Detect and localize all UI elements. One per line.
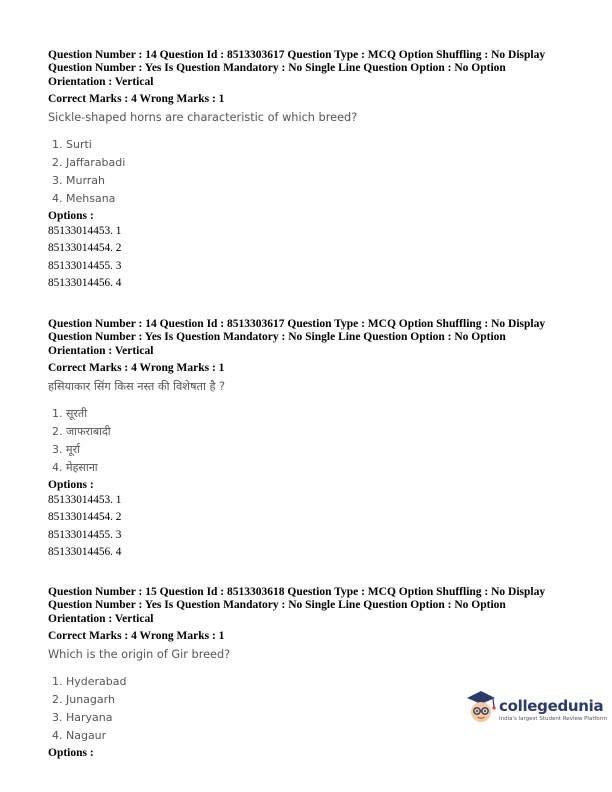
option-id-list bbox=[48, 223, 578, 293]
question-block-1 bbox=[48, 49, 578, 293]
option-id: 85133014456. 4 bbox=[48, 546, 122, 559]
choice-item: 3. मूर्रा bbox=[52, 442, 80, 456]
header-line: Orientation : Vertical bbox=[48, 612, 154, 625]
options-label: Options : bbox=[48, 478, 94, 491]
marks-line: Correct Marks : 4 Wrong Marks : 1 bbox=[48, 362, 225, 375]
header-line: Question Number : 14 Question Id : 8513303617 Question Type : MCQ Option Shuffling : No Display bbox=[48, 49, 546, 61]
marks-line: Correct Marks : 4 Wrong Marks : 1 bbox=[48, 93, 225, 106]
choice-item: 2. Jaffarabadi bbox=[52, 155, 126, 169]
header-line: Question Number : Yes Is Question Mandatory : No Single Line Question Option : No Option bbox=[48, 62, 506, 75]
option-id-list bbox=[48, 492, 578, 562]
graduate-mascot-icon bbox=[463, 688, 499, 728]
choice-item: 4. Nagaur bbox=[52, 728, 107, 742]
choice-item: 1. Surti bbox=[52, 137, 92, 151]
option-id: 85133014453. 1 bbox=[48, 224, 122, 237]
options-label: Options : bbox=[48, 746, 94, 759]
choice-item: 1. सूरती bbox=[52, 406, 88, 420]
choice-item: 2. Junagarh bbox=[52, 692, 115, 706]
option-id: 85133014453. 1 bbox=[48, 493, 122, 506]
collegedunia-logo bbox=[463, 688, 608, 734]
choice-item: 4. मेहसाना bbox=[52, 460, 98, 474]
question-text: हसियाकार सिंग किस नस्त की विशेषता है ? bbox=[48, 379, 226, 393]
choice-item: 1. Hyderabad bbox=[52, 674, 127, 688]
question-text: Which is the origin of Gir breed? bbox=[48, 647, 231, 661]
options-label: Options : bbox=[48, 209, 94, 222]
option-id: 85133014456. 4 bbox=[48, 277, 122, 290]
header-line: Question Number : Yes Is Question Mandatory : No Single Line Question Option : No Option bbox=[48, 331, 506, 344]
choice-list bbox=[52, 405, 578, 477]
option-id: 85133014454. 2 bbox=[48, 511, 122, 524]
question-block-2 bbox=[48, 318, 578, 562]
brand-tagline: India's largest Student Review Platform bbox=[499, 716, 608, 722]
header-line: Question Number : Yes Is Question Mandatory : No Single Line Question Option : No Option bbox=[48, 599, 506, 612]
question-header bbox=[48, 586, 578, 626]
choice-item: 3. Murrah bbox=[52, 173, 106, 187]
choice-item: 4. Mehsana bbox=[52, 191, 116, 205]
header-line: Question Number : 15 Question Id : 8513303618 Question Type : MCQ Option Shuffling : No Display bbox=[48, 586, 546, 598]
question-text: Sickle-shaped horns are characteristic of which breed? bbox=[48, 110, 358, 124]
marks-line: Correct Marks : 4 Wrong Marks : 1 bbox=[48, 630, 225, 643]
choice-list bbox=[52, 136, 578, 208]
option-id: 85133014454. 2 bbox=[48, 242, 122, 255]
header-line: Orientation : Vertical bbox=[48, 344, 154, 357]
option-id: 85133014455. 3 bbox=[48, 259, 122, 272]
header-line: Orientation : Vertical bbox=[48, 75, 154, 88]
option-id: 85133014455. 3 bbox=[48, 528, 122, 541]
question-header bbox=[48, 49, 578, 89]
brand-name: collegedunia bbox=[499, 697, 604, 715]
choice-item: 3. Haryana bbox=[52, 710, 113, 724]
header-line: Question Number : 14 Question Id : 8513303617 Question Type : MCQ Option Shuffling : No Display bbox=[48, 318, 546, 330]
choice-item: 2. जाफराबादी bbox=[52, 424, 111, 438]
question-header bbox=[48, 318, 578, 358]
